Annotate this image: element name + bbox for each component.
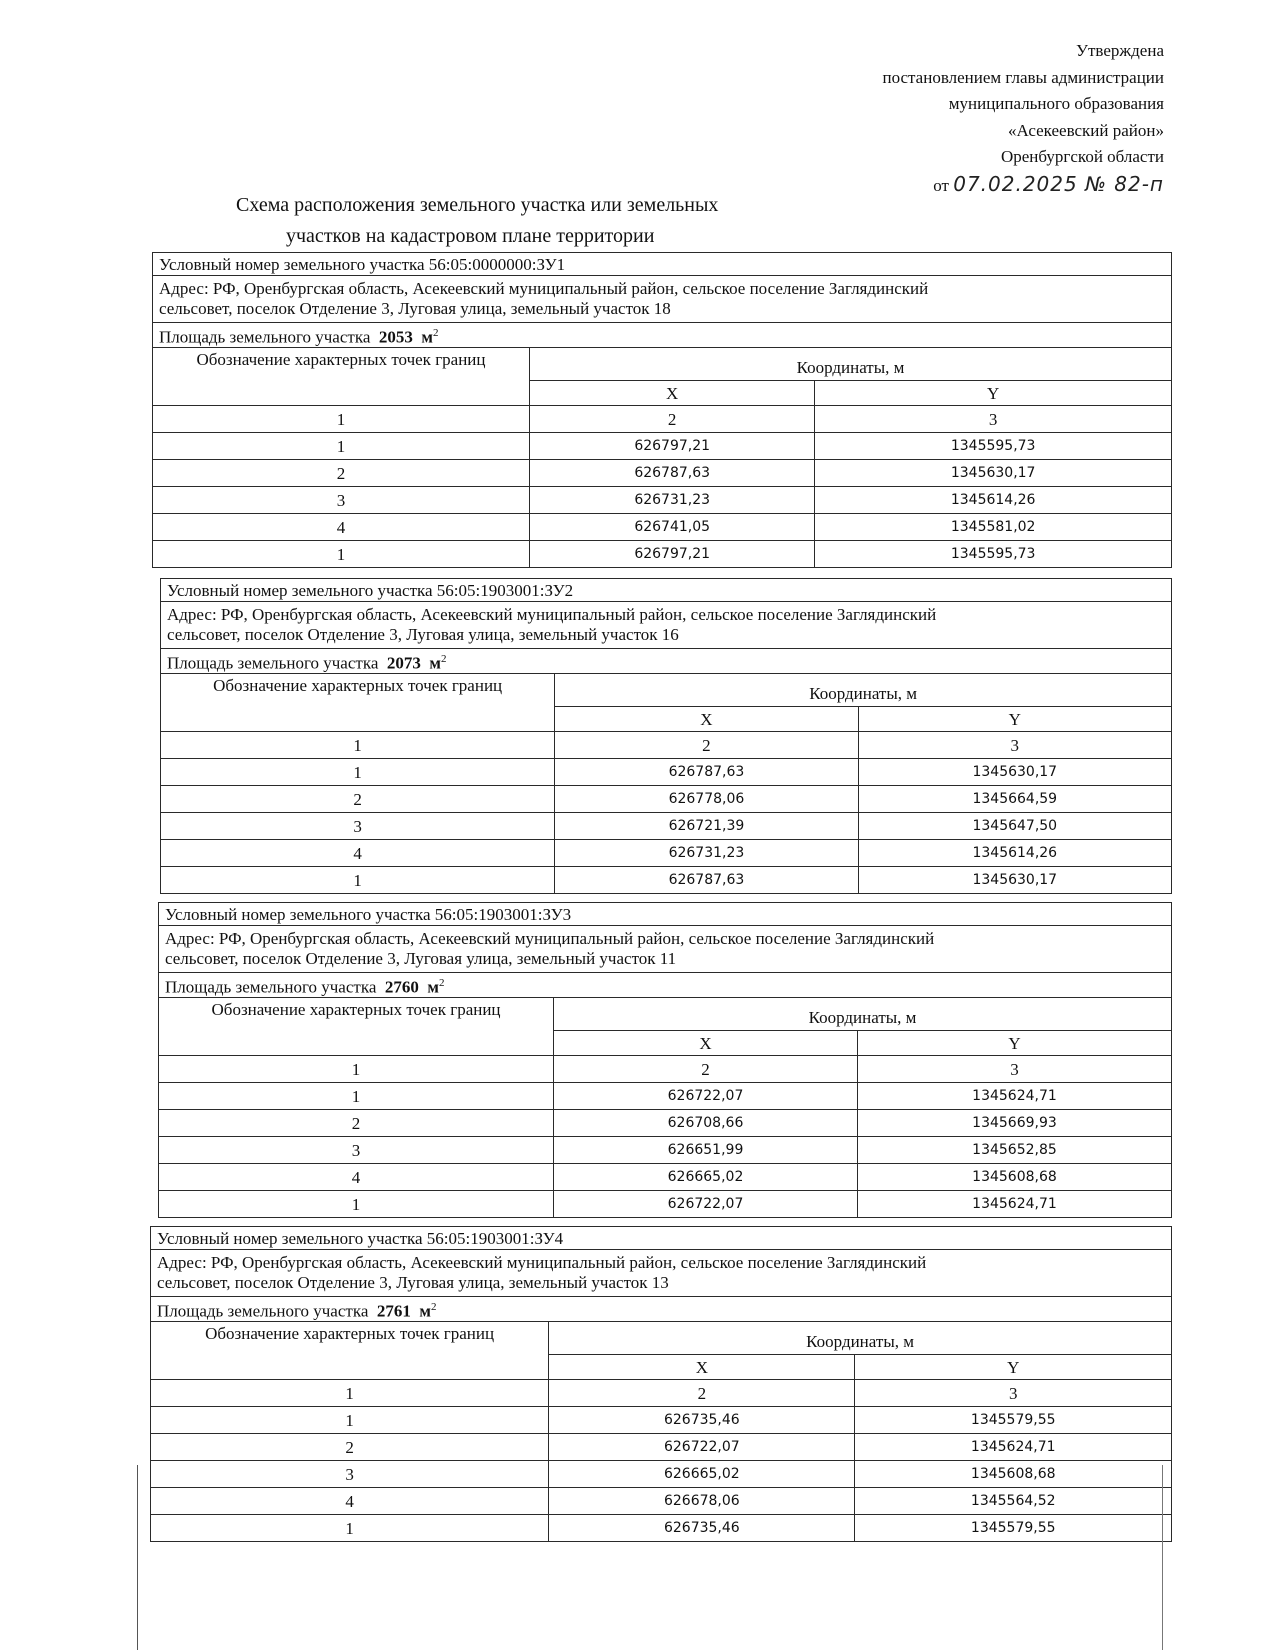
plot-number: Условный номер земельного участка 56:05:1903001:ЗУ4 [151, 1227, 1172, 1250]
plot-area [159, 973, 1172, 998]
y-cell: 1345630,17 [858, 867, 1171, 894]
plot-table-3 [158, 902, 1172, 1218]
table-row [153, 433, 1172, 460]
y-cell: 1345652,85 [857, 1137, 1171, 1164]
plot-address-line-2: сельсовет, поселок Отделение 3, Луговая улица, земельный участок 16 [167, 625, 679, 644]
point-cell: 4 [159, 1164, 554, 1191]
plot-address-line-1: Адрес: РФ, Оренбургская область, Асекеевский муниципальный район, сельское поселение Заглядинский [167, 605, 937, 624]
approval-line-4: «Асекеевский район» [1008, 120, 1164, 140]
plot-address [161, 602, 1172, 649]
x-column-header: X [555, 707, 858, 732]
plot-area-value: 2761 [376, 1301, 411, 1321]
table-row [161, 867, 1172, 894]
column-number-3: 3 [857, 1056, 1171, 1083]
approval-line-5: Оренбургской области [1000, 147, 1164, 166]
x-column-header: X [549, 1355, 855, 1380]
points-column-header: Обозначение характерных точек границ [151, 1322, 549, 1380]
plot-number: Условный номер земельного участка 56:05:1903001:ЗУ2 [161, 579, 1172, 602]
plot-area [151, 1297, 1172, 1322]
table-row [159, 1164, 1172, 1191]
plot-area-label: Площадь земельного участка [167, 653, 379, 673]
table-row [151, 1515, 1172, 1542]
x-cell: 626678,06 [549, 1488, 855, 1515]
point-cell: 1 [161, 867, 555, 894]
plot-area-value: 2073 [386, 653, 421, 673]
points-column-header: Обозначение характерных точек границ [159, 998, 554, 1056]
y-cell: 1345647,50 [858, 813, 1171, 840]
x-cell: 626735,46 [549, 1407, 855, 1434]
y-cell: 1345614,26 [815, 487, 1172, 514]
column-number-1: 1 [151, 1380, 549, 1407]
plot-area [161, 649, 1172, 674]
y-cell: 1345579,55 [855, 1515, 1172, 1542]
column-number-1: 1 [161, 732, 555, 759]
x-cell: 626735,46 [549, 1515, 855, 1542]
point-cell: 1 [153, 433, 530, 460]
x-cell: 626797,21 [530, 541, 815, 568]
scan-edge-line [1162, 1465, 1163, 1650]
plot-address-line-2: сельсовет, поселок Отделение 3, Луговая улица, земельный участок 11 [165, 949, 677, 968]
approval-line-3: муниципального образования [948, 94, 1164, 113]
y-cell: 1345630,17 [815, 460, 1172, 487]
table-row [153, 460, 1172, 487]
x-cell: 626731,23 [530, 487, 815, 514]
plot-area-unit: м [419, 1301, 431, 1321]
plot-area-value: 2053 [378, 327, 413, 347]
plot-table-4 [150, 1226, 1172, 1542]
point-cell: 4 [153, 514, 530, 541]
document-title-line-1: Схема расположения земельного участка или земельных [236, 194, 719, 216]
x-cell: 626787,63 [530, 460, 815, 487]
column-number-3: 3 [815, 406, 1172, 433]
handwritten-date: 07.02.2025 № 82-п [953, 171, 1164, 196]
points-column-header: Обозначение характерных точек границ [153, 348, 530, 406]
y-column-header: Y [855, 1355, 1172, 1380]
plot-area-unit-sup: 2 [440, 652, 447, 665]
y-column-header: Y [858, 707, 1171, 732]
x-cell: 626787,63 [555, 867, 858, 894]
column-number-1: 1 [153, 406, 530, 433]
point-cell: 1 [151, 1407, 549, 1434]
y-cell: 1345624,71 [855, 1434, 1172, 1461]
column-number-3: 3 [858, 732, 1171, 759]
x-cell: 626721,39 [555, 813, 858, 840]
table-row [159, 1110, 1172, 1137]
x-cell: 626722,07 [554, 1191, 858, 1218]
plot-address-line-1: Адрес: РФ, Оренбургская область, Асекеевский муниципальный район, сельское поселение Заглядинский [165, 929, 935, 948]
plot-address-line-1: Адрес: РФ, Оренбургская область, Асекеевский муниципальный район, сельское поселение Заглядинский [159, 279, 929, 298]
coordinates-column-header: Координаты, м [555, 674, 1172, 707]
plot-area-label: Площадь земельного участка [159, 327, 371, 347]
y-cell: 1345624,71 [857, 1191, 1171, 1218]
approval-block [784, 38, 1164, 199]
point-cell: 1 [151, 1515, 549, 1542]
table-row [153, 541, 1172, 568]
y-cell: 1345595,73 [815, 541, 1172, 568]
x-cell: 626665,02 [549, 1461, 855, 1488]
table-row [153, 487, 1172, 514]
points-column-header: Обозначение характерных точек границ [161, 674, 555, 732]
point-cell: 3 [159, 1137, 554, 1164]
y-cell: 1345664,59 [858, 786, 1171, 813]
column-number-1: 1 [159, 1056, 554, 1083]
column-number-2: 2 [554, 1056, 858, 1083]
approval-date-prefix: от [933, 175, 949, 195]
plot-address-line-2: сельсовет, поселок Отделение 3, Луговая улица, земельный участок 18 [159, 299, 671, 318]
plot-area-unit-sup: 2 [432, 326, 439, 339]
x-cell: 626722,07 [549, 1434, 855, 1461]
y-cell: 1345608,68 [857, 1164, 1171, 1191]
coordinates-column-header: Координаты, м [554, 998, 1172, 1031]
plot-area [153, 323, 1172, 348]
point-cell: 1 [153, 541, 530, 568]
y-cell: 1345669,93 [857, 1110, 1171, 1137]
plot-area-unit-sup: 2 [438, 976, 445, 989]
plot-area-unit: м [429, 653, 441, 673]
y-cell: 1345624,71 [857, 1083, 1171, 1110]
approval-line-2: постановлением главы администрации [882, 67, 1164, 87]
plot-area-unit: м [421, 327, 433, 347]
plot-address-line-1: Адрес: РФ, Оренбургская область, Асекеевский муниципальный район, сельское поселение Заглядинский [157, 1253, 927, 1272]
point-cell: 3 [161, 813, 555, 840]
plot-area-value: 2760 [384, 977, 419, 997]
point-cell: 2 [151, 1434, 549, 1461]
x-cell: 626651,99 [554, 1137, 858, 1164]
plot-table-2 [160, 578, 1172, 894]
y-cell: 1345579,55 [855, 1407, 1172, 1434]
table-row [159, 1137, 1172, 1164]
document-title-line-2: участков на кадастровом плане территории [286, 225, 655, 247]
table-row [161, 840, 1172, 867]
point-cell: 2 [161, 786, 555, 813]
x-cell: 626665,02 [554, 1164, 858, 1191]
point-cell: 1 [159, 1191, 554, 1218]
y-cell: 1345630,17 [858, 759, 1171, 786]
x-cell: 626787,63 [555, 759, 858, 786]
y-cell: 1345564,52 [855, 1488, 1172, 1515]
y-cell: 1345595,73 [815, 433, 1172, 460]
plot-area-unit: м [427, 977, 439, 997]
y-column-header: Y [857, 1031, 1171, 1056]
table-row [151, 1407, 1172, 1434]
table-row [161, 759, 1172, 786]
table-row [153, 514, 1172, 541]
table-row [151, 1488, 1172, 1515]
y-cell: 1345581,02 [815, 514, 1172, 541]
point-cell: 3 [153, 487, 530, 514]
point-cell: 1 [161, 759, 555, 786]
coordinates-column-header: Координаты, м [549, 1322, 1172, 1355]
point-cell: 2 [153, 460, 530, 487]
point-cell: 4 [151, 1488, 549, 1515]
table-row [159, 1083, 1172, 1110]
plot-area-label: Площадь земельного участка [165, 977, 377, 997]
plot-address-line-2: сельсовет, поселок Отделение 3, Луговая улица, земельный участок 13 [157, 1273, 669, 1292]
x-column-header: X [554, 1031, 858, 1056]
plot-area-label: Площадь земельного участка [157, 1301, 369, 1321]
x-cell: 626722,07 [554, 1083, 858, 1110]
table-row [159, 1191, 1172, 1218]
table-row [161, 813, 1172, 840]
x-cell: 626708,66 [554, 1110, 858, 1137]
plot-address [151, 1250, 1172, 1297]
point-cell: 3 [151, 1461, 549, 1488]
column-number-2: 2 [555, 732, 858, 759]
table-row [151, 1434, 1172, 1461]
approval-line-1: Утверждена [1075, 41, 1164, 60]
plot-area-unit-sup: 2 [430, 1300, 437, 1313]
plot-table-1 [152, 252, 1172, 568]
coordinates-column-header: Координаты, м [530, 348, 1172, 381]
point-cell: 1 [159, 1083, 554, 1110]
document-title [200, 190, 850, 252]
table-row [161, 786, 1172, 813]
plot-address [153, 276, 1172, 323]
point-cell: 2 [159, 1110, 554, 1137]
table-row [151, 1461, 1172, 1488]
x-cell: 626731,23 [555, 840, 858, 867]
point-cell: 4 [161, 840, 555, 867]
scan-edge-line [137, 1465, 138, 1650]
y-column-header: Y [815, 381, 1172, 406]
column-number-2: 2 [530, 406, 815, 433]
x-cell: 626741,05 [530, 514, 815, 541]
y-cell: 1345608,68 [855, 1461, 1172, 1488]
plot-address [159, 926, 1172, 973]
x-cell: 626797,21 [530, 433, 815, 460]
column-number-2: 2 [549, 1380, 855, 1407]
x-column-header: X [530, 381, 815, 406]
plot-number: Условный номер земельного участка 56:05:0000000:ЗУ1 [153, 253, 1172, 276]
y-cell: 1345614,26 [858, 840, 1171, 867]
column-number-3: 3 [855, 1380, 1172, 1407]
plot-number: Условный номер земельного участка 56:05:1903001:ЗУ3 [159, 903, 1172, 926]
x-cell: 626778,06 [555, 786, 858, 813]
